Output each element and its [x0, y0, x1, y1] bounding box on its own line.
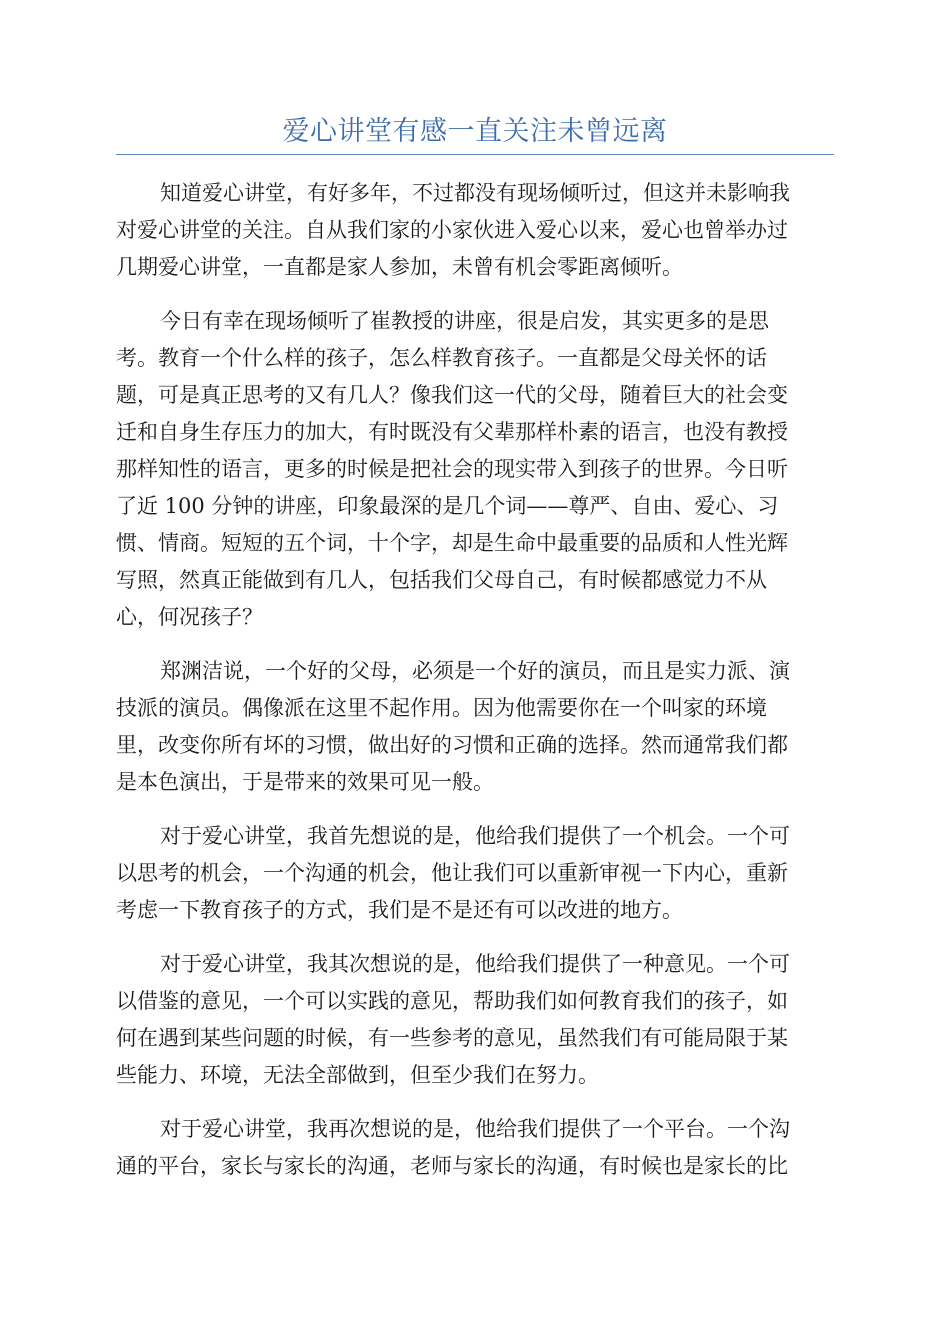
paragraph-2	[116, 303, 834, 636]
text-line: 考虑一下教育孩子的方式，我们是不是还有可以改进的地方。	[116, 898, 683, 922]
text-line: 对于爱心讲堂，我首先想说的是，他给我们提供了一个机会。一个可	[160, 824, 790, 848]
paragraph-5	[116, 946, 834, 1094]
text-line: 知道爱心讲堂，有好多年，不过都没有现场倾听过，但这并未影响我	[160, 181, 790, 205]
text-line: 是本色演出，于是带来的效果可见一般。	[116, 770, 494, 794]
paragraph-4	[116, 818, 834, 929]
text-line: 今日有幸在现场倾听了崔教授的讲座，很是启发，其实更多的是思	[160, 309, 769, 333]
document-title: 爱心讲堂有感一直关注未曾远离	[282, 116, 668, 147]
paragraph-1	[116, 175, 834, 286]
text-line: 题，可是真正思考的又有几人？像我们这一代的父母，随着巨大的社会变	[116, 383, 788, 407]
text-line: 些能力、环境，无法全部做到，但至少我们在努力。	[116, 1063, 599, 1087]
text-line: 惯、情商。短短的五个词，十个字，却是生命中最重要的品质和人性光辉	[116, 531, 788, 555]
text-line: 迁和自身生存压力的加大，有时既没有父辈那样朴素的语言，也没有教授	[116, 420, 788, 444]
text-line: 里，改变你所有坏的习惯，做出好的习惯和正确的选择。然而通常我们都	[116, 733, 788, 757]
text-line: 对于爱心讲堂，我再次想说的是，他给我们提供了一个平台。一个沟	[160, 1117, 790, 1141]
text-line: 了近 100 分钟的讲座，印象最深的是几个词——尊严、自由、爱心、习	[116, 494, 779, 518]
text-line: 那样知性的语言，更多的时候是把社会的现实带入到孩子的世界。今日听	[116, 457, 788, 481]
title-underline	[116, 154, 834, 155]
text-line: 郑渊洁说，一个好的父母，必须是一个好的演员，而且是实力派、演	[160, 659, 790, 683]
text-line: 技派的演员。偶像派在这里不起作用。因为他需要你在一个叫家的环境	[116, 696, 767, 720]
text-line: 考。教育一个什么样的孩子，怎么样教育孩子。一直都是父母关怀的话	[116, 346, 767, 370]
paragraph-3	[116, 653, 834, 801]
text-line: 心，何况孩子？	[116, 605, 263, 629]
text-line: 对爱心讲堂的关注。自从我们家的小家伙进入爱心以来，爱心也曾举办过	[116, 218, 788, 242]
text-line: 对于爱心讲堂，我其次想说的是，他给我们提供了一种意见。一个可	[160, 952, 790, 976]
paragraph-6	[116, 1111, 834, 1185]
text-line: 几期爱心讲堂，一直都是家人参加，未曾有机会零距离倾听。	[116, 255, 683, 279]
text-line: 以思考的机会，一个沟通的机会，他让我们可以重新审视一下内心，重新	[116, 861, 788, 885]
text-line: 通的平台，家长与家长的沟通，老师与家长的沟通，有时候也是家长的比	[116, 1154, 788, 1178]
text-line: 以借鉴的意见，一个可以实践的意见，帮助我们如何教育我们的孩子，如	[116, 989, 788, 1013]
text-line: 写照，然真正能做到有几人，包括我们父母自己，有时候都感觉力不从	[116, 568, 767, 592]
document-body	[116, 175, 834, 1202]
text-line: 何在遇到某些问题的时候，有一些参考的意见，虽然我们有可能局限于某	[116, 1026, 788, 1050]
